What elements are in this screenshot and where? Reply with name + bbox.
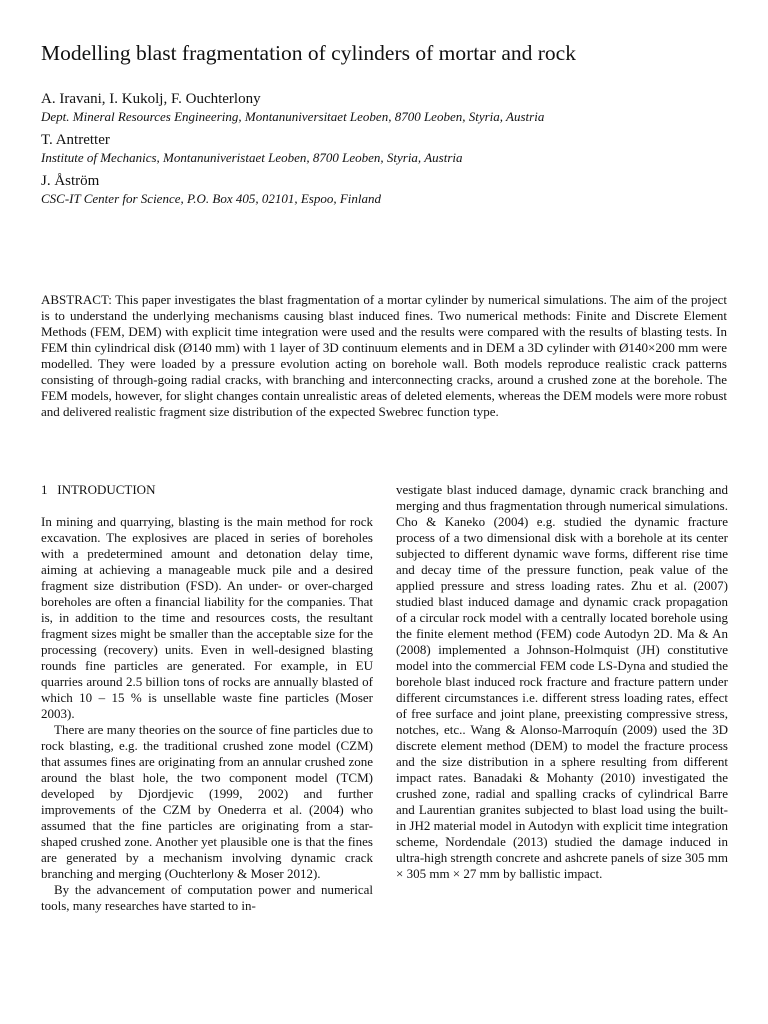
paragraph: vestigate blast induced damage, dynamic crack branching and merging and thus fragmentation through numerical simulations. Cho & Kaneko (2004) e.g. studied the dynamic fracture process of a two dimensional disk with a borehole at its center subjected to different dynamic wave forms, different rise time and decay time of the pressure function, peak value of the applied pressure and stress loading rates. Zhu et al. (2007) studied blast induced damage and dynamic crack propagation of a circular rock model with a centrally located borehole using the finite element method (FEM) code Autodyn 2D. Ma & An (2008) implemented a Johnson-Holmquist (JH) constitutive model into the commercial FEM code LS-Dyna and studied the borehole blast induced rock fracture and fracture pattern under different circumstances i.e. different stress loading rates, effect of free surface and joint plane, preexisting compressive stress, notches, etc.. Wang & Alonso-Marroquín (2009) used the 3D discrete element method (DEM) to model the fracture process and the size distribution in a sphere resulting from different impact rates. Banadaki & Mohanty (2010) investigated the crushed zone, radial and spalling cracks of cylindrical Barre and Laurentian granites subjected to blast load using the built-in JH2 material model in Autodyn with explicit time integration scheme, Nordendale (2013) studied the damage induced in ultra-high strength concrete and ashcrete panels of size 305 mm × 305 mm × 27 mm by ballistic impact.	[396, 482, 728, 881]
author-affiliation-2: Institute of Mechanics, Montanuniveristaet Leoben, 8700 Leoben, Styria, Austria	[41, 150, 463, 165]
section-heading	[41, 482, 373, 498]
author-names-2: T. Antretter	[41, 132, 110, 148]
abstract: ABSTRACT: This paper investigates the blast fragmentation of a mortar cylinder by numerical simulations. The aim of the project is to understand the underlying mechanisms causing blast induced fines. Two numerical methods: Finite and Discrete Element Methods (FEM, DEM) with explicit time integration were used and the results were compared with the results of blasting tests. In FEM thin cylindrical disk (Ø140 mm) with 1 layer of 3D continuum elements and in DEM a 3D cylinder with Ø140×200 mm were modelled. They were loaded by a pressure evolution acting on borehole wall. Both models reproduce realistic crack patterns consisting of through-going radial cracks, with branching and interconnecting cracks, around a crushed zone at the borehole. The FEM models, however, for slight changes contain unrealistic areas of deleted elements, whereas the DEM models were more robust and delivered realistic fragment size distribution of the expected Swebrec function type.	[41, 292, 727, 419]
paper-title: Modelling blast fragmentation of cylinders of mortar and rock	[41, 41, 576, 65]
author-affiliation-1: Dept. Mineral Resources Engineering, Montanuniversitaet Leoben, 8700 Leoben, Styria, Austria	[41, 109, 545, 124]
left-column	[41, 482, 373, 914]
author-names-1: A. Iravani, I. Kukolj, F. Ouchterlony	[41, 91, 261, 107]
author-names-3: J. Åström	[41, 173, 100, 189]
paragraph: By the advancement of computation power and numerical tools, many researches have started to in-	[41, 882, 373, 913]
paragraph: There are many theories on the source of fine particles due to rock blasting, e.g. the traditional crushed zone model (CZM) that assumes fines are originating from an annular crushed zone around the blast hole, the two component model (TCM) developed by Djordjevic (1999, 2002) and further improvements of the CZM by Onederra et al. (2004) who assumed that the fine particles are originating from a star-shaped crushed zone. Another yet plausible one is that the fines are generated by a mechanism involving dynamic crack branching and merging (Ouchterlony & Moser 2012).	[41, 722, 373, 881]
author-affiliation-3: CSC-IT Center for Science, P.O. Box 405, 02101, Espoo, Finland	[41, 191, 382, 206]
right-column	[396, 482, 728, 882]
section-title: INTRODUCTION	[57, 482, 156, 497]
paragraph: In mining and quarrying, blasting is the main method for rock excavation. The explosives are placed in series of boreholes with a predetermined amount and detonation delay time, aiming at achieving a manageable muck pile and a desired fragment size distribution (FSD). An under- or over-charged boreholes are often a financial liability for the companies. That is, in addition to the time and resources costs, the resultant fragment sizes might be smaller than the acceptable size for the processing (recovery) units. Even in well-designed blasting rounds fine particles are generated. For example, in EU quarries around 2.5 billion tons of rocks are annually blasted of which 10 – 15 % is unsellable waste fine particles (Moser 2003).	[41, 514, 373, 721]
section-number: 1	[41, 482, 48, 497]
